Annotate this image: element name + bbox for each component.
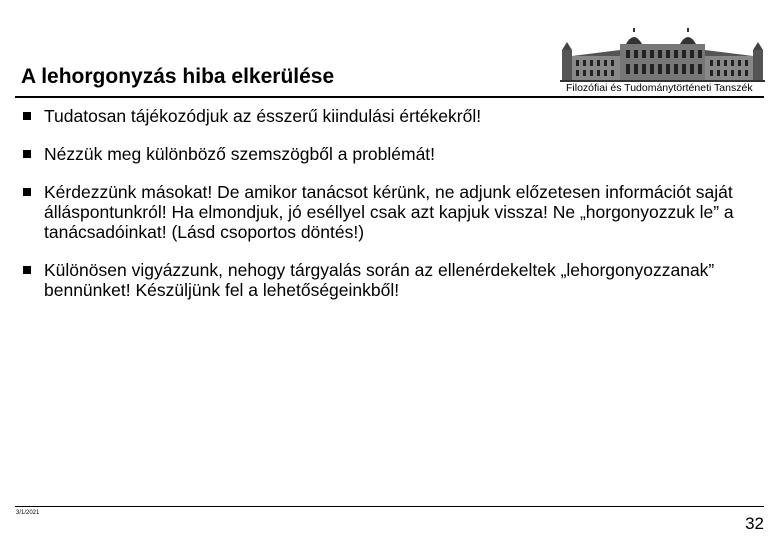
bullet-text: Tudatosan tájékozódjuk az ésszerű kiindulási értékekről! xyxy=(44,106,482,126)
square-bullet-icon xyxy=(23,188,31,196)
square-bullet-icon xyxy=(23,150,31,158)
footer-divider xyxy=(15,506,764,507)
bullet-text: Nézzük meg különböző szemszögből a problémát! xyxy=(44,144,436,164)
bullet-text: Különösen vigyázzunk, nehogy tárgyalás során az ellenérdekeltek „lehorgonyozzanak” bennünket! Készüljünk fel a lehetőségeinkből! xyxy=(44,260,715,300)
department-caption: Filozófiai és Tudománytörténeti Tanszék xyxy=(566,82,753,94)
bullet-list xyxy=(22,106,752,300)
footer-date: 3/1/2021 xyxy=(16,510,40,516)
bullet-item xyxy=(22,106,752,126)
bullet-item xyxy=(22,144,752,164)
square-bullet-icon xyxy=(23,266,31,274)
bullet-text: Kérdezzünk másokat! De amikor tanácsot kérünk, ne adjunk előzetesen információt saját álláspontunkról! Ha elmondjuk, jó eséllyel csak azt kapjuk vissza! Ne „horgonyozzuk le” a tanácsadóinkat! (Lásd csoportos döntés!) xyxy=(44,182,734,242)
square-bullet-icon xyxy=(23,112,31,120)
page-number: 32 xyxy=(745,514,764,533)
bullet-item xyxy=(22,182,752,242)
bullet-item xyxy=(22,260,752,300)
slide-title: A lehorgonyzás hiba elkerülése xyxy=(21,65,335,88)
title-divider xyxy=(15,96,764,98)
